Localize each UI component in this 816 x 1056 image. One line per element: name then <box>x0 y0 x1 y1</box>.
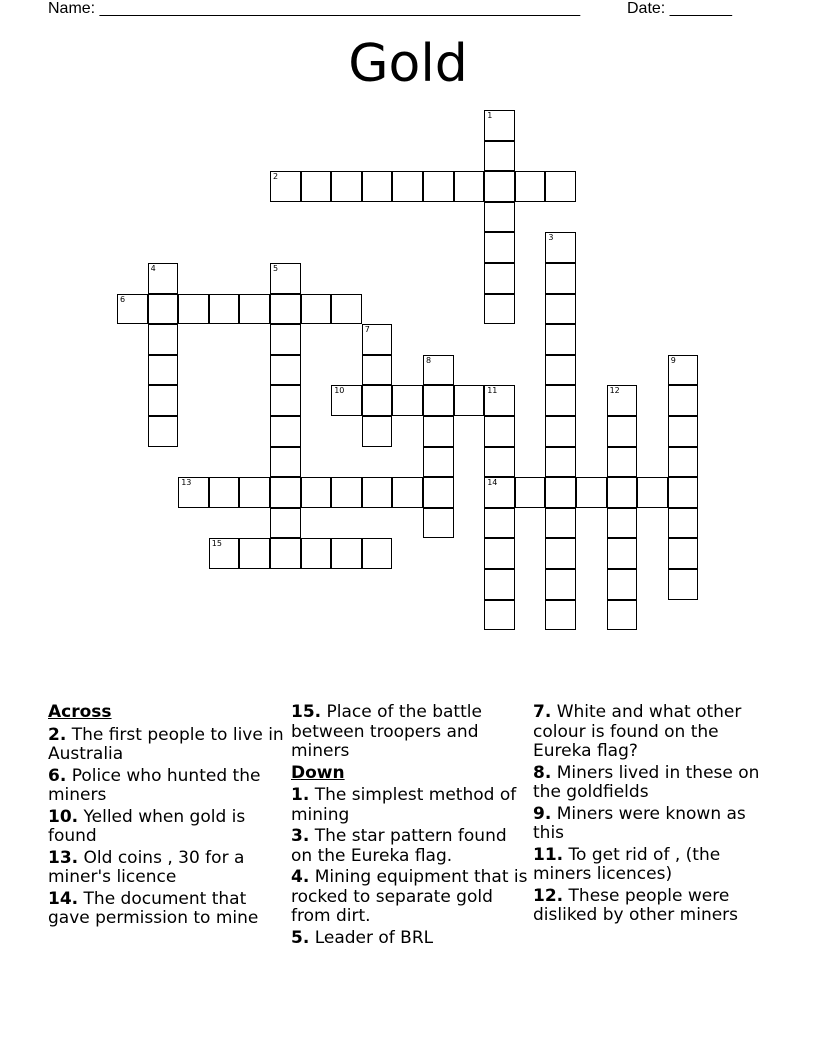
crossword-cell[interactable] <box>607 385 638 416</box>
date-field-label: Date: _______ <box>627 0 732 17</box>
crossword-cell[interactable] <box>331 294 362 325</box>
crossword-cell[interactable] <box>239 294 270 325</box>
crossword-cell[interactable] <box>515 171 546 202</box>
clue-number: 2. <box>48 724 67 745</box>
crossword-cell[interactable] <box>607 477 638 508</box>
crossword-cell[interactable] <box>362 385 393 416</box>
crossword-cell[interactable] <box>484 477 515 508</box>
clues-column-2 <box>291 703 531 950</box>
crossword-cell[interactable] <box>148 324 179 355</box>
crossword-cell[interactable] <box>423 416 454 447</box>
clues-column-3 <box>533 703 773 928</box>
clue-number: 6. <box>48 765 67 786</box>
crossword-cell[interactable] <box>668 355 699 386</box>
crossword-cell[interactable] <box>270 477 301 508</box>
crossword-cell[interactable] <box>270 416 301 447</box>
clue-text: Old coins , 30 for a miner's licence <box>48 847 245 887</box>
cell-number: 2 <box>273 172 279 182</box>
crossword-cell[interactable] <box>607 600 638 631</box>
crossword-cell[interactable] <box>239 538 270 569</box>
down-heading: Down <box>291 762 345 783</box>
clue-number: 5. <box>291 927 310 948</box>
crossword-cell[interactable] <box>392 171 423 202</box>
crossword-cell[interactable] <box>178 294 209 325</box>
clue-text: Miners were known as this <box>533 803 746 843</box>
clue-number: 12. <box>533 885 564 906</box>
clue-down <box>291 868 531 927</box>
clue-number: 8. <box>533 762 552 783</box>
crossword-cell[interactable] <box>331 477 362 508</box>
crossword-cell[interactable] <box>484 171 515 202</box>
clue-down <box>291 786 531 825</box>
cell-number: 8 <box>426 355 432 365</box>
crossword-cell[interactable] <box>423 355 454 386</box>
crossword-cell[interactable] <box>117 294 148 325</box>
clue-down <box>533 805 773 844</box>
crossword-cell[interactable] <box>148 416 179 447</box>
crossword-cell[interactable] <box>331 538 362 569</box>
clue-down <box>533 703 773 762</box>
crossword-cell[interactable] <box>454 171 485 202</box>
crossword-cell[interactable] <box>668 385 699 416</box>
crossword-cell[interactable] <box>423 447 454 478</box>
clue-text: Leader of BRL <box>309 927 434 948</box>
crossword-cell[interactable] <box>484 416 515 447</box>
crossword-cell[interactable] <box>362 324 393 355</box>
crossword-cell[interactable] <box>423 477 454 508</box>
name-field-label: Name: ______________________________________________________ <box>48 0 581 17</box>
clue-number: 1. <box>291 785 310 805</box>
clue-across <box>48 726 288 765</box>
clue-across <box>48 890 288 929</box>
crossword-cell[interactable] <box>607 538 638 569</box>
crossword-cell[interactable] <box>270 324 301 355</box>
crossword-cell[interactable] <box>545 355 576 386</box>
crossword-cell[interactable] <box>484 508 515 539</box>
clue-text: The simplest method of mining <box>291 785 517 825</box>
clues-column-1 <box>48 703 288 931</box>
clue-across <box>48 849 288 888</box>
cell-number: 10 <box>334 386 345 396</box>
crossword-cell[interactable] <box>545 600 576 631</box>
clue-down <box>291 929 531 949</box>
cell-number: 4 <box>150 264 156 273</box>
cell-number: 9 <box>670 355 676 365</box>
crossword-cell[interactable] <box>362 416 393 447</box>
clue-number: 9. <box>533 803 552 824</box>
clue-number: 15. <box>291 702 322 722</box>
clue-number: 14. <box>48 888 79 909</box>
crossword-cell[interactable] <box>423 171 454 202</box>
crossword-cell[interactable] <box>484 110 515 141</box>
crossword-cell[interactable] <box>607 447 638 478</box>
crossword-cell[interactable] <box>668 538 699 569</box>
cell-number: 6 <box>120 294 126 304</box>
crossword-cell[interactable] <box>545 447 576 478</box>
clue-text: To get rid of , (the miners licences) <box>533 844 721 884</box>
crossword-cell[interactable] <box>301 294 332 325</box>
crossword-cell[interactable] <box>392 385 423 416</box>
clue-number: 4. <box>291 867 310 887</box>
cell-number: 11 <box>487 386 498 396</box>
crossword-cell[interactable] <box>362 538 393 569</box>
crossword-cell[interactable] <box>270 355 301 386</box>
crossword-cell[interactable] <box>331 385 362 416</box>
crossword-cell[interactable] <box>668 508 699 539</box>
clue-number: 7. <box>533 702 552 722</box>
crossword-cell[interactable] <box>545 171 576 202</box>
crossword-cell[interactable] <box>484 600 515 631</box>
clue-down <box>291 827 531 866</box>
crossword-cell[interactable] <box>515 477 546 508</box>
crossword-cell[interactable] <box>484 538 515 569</box>
crossword-cell[interactable] <box>148 263 179 294</box>
clue-text: These people were disliked by other miners <box>533 885 739 925</box>
crossword-cell[interactable] <box>576 477 607 508</box>
crossword-cell[interactable] <box>270 385 301 416</box>
cell-number: 1 <box>487 111 493 120</box>
crossword-cell[interactable] <box>484 385 515 416</box>
crossword-cell[interactable] <box>545 324 576 355</box>
crossword-cell[interactable] <box>270 263 301 294</box>
crossword-cell[interactable] <box>301 538 332 569</box>
cell-number: 15 <box>211 539 222 549</box>
page-title: Gold <box>348 34 468 94</box>
crossword-cell[interactable] <box>423 385 454 416</box>
cell-number: 14 <box>487 478 498 488</box>
crossword-cell[interactable] <box>148 385 179 416</box>
crossword-cell[interactable] <box>484 447 515 478</box>
crossword-cell[interactable] <box>545 263 576 294</box>
clue-across <box>48 767 288 806</box>
crossword-cell[interactable] <box>545 477 576 508</box>
crossword-cell[interactable] <box>607 569 638 600</box>
crossword-cell[interactable] <box>637 477 668 508</box>
crossword-cell[interactable] <box>484 294 515 325</box>
clue-across <box>48 808 288 847</box>
crossword-cell[interactable] <box>545 294 576 325</box>
crossword-cell[interactable] <box>270 538 301 569</box>
crossword-cell[interactable] <box>484 263 515 294</box>
crossword-cell[interactable] <box>270 294 301 325</box>
across-heading: Across <box>48 702 112 722</box>
clue-down <box>533 764 773 803</box>
clue-down <box>533 846 773 885</box>
cell-number: 13 <box>181 478 192 488</box>
clue-text: Police who hunted the miners <box>48 765 261 805</box>
clue-across <box>291 703 531 762</box>
crossword-cell[interactable] <box>668 447 699 478</box>
crossword-cell[interactable] <box>484 569 515 600</box>
clue-number: 10. <box>48 806 79 827</box>
crossword-cell[interactable] <box>362 355 393 386</box>
clue-text: White and what other colour is found on the Eureka flag? <box>533 702 742 761</box>
crossword-cell[interactable] <box>545 538 576 569</box>
crossword-cell[interactable] <box>484 141 515 172</box>
clue-number: 3. <box>291 826 310 846</box>
clue-number: 11. <box>533 844 564 865</box>
crossword-cell[interactable] <box>545 232 576 263</box>
crossword-cell[interactable] <box>362 171 393 202</box>
clue-down <box>533 887 773 926</box>
crossword-cell[interactable] <box>454 385 485 416</box>
clue-text: The star pattern found on the Eureka flag. <box>291 826 507 866</box>
crossword-cell[interactable] <box>301 171 332 202</box>
crossword-cell[interactable] <box>545 385 576 416</box>
crossword-cell[interactable] <box>607 416 638 447</box>
crossword-cell[interactable] <box>545 569 576 600</box>
crossword-cell[interactable] <box>270 508 301 539</box>
clue-text: The document that gave permission to mine <box>48 888 259 928</box>
crossword-cell[interactable] <box>178 477 209 508</box>
clue-text: Miners lived in these on the goldfields <box>533 762 760 802</box>
crossword-cell[interactable] <box>331 171 362 202</box>
clue-number: 13. <box>48 847 79 868</box>
crossword-cell[interactable] <box>545 416 576 447</box>
crossword-cell[interactable] <box>423 508 454 539</box>
crossword-cell[interactable] <box>209 477 240 508</box>
crossword-cell[interactable] <box>270 171 301 202</box>
crossword-cell[interactable] <box>545 508 576 539</box>
cell-number: 7 <box>364 325 370 335</box>
clue-text: Place of the battle between troopers and miners <box>291 702 482 761</box>
crossword-cell[interactable] <box>301 477 332 508</box>
crossword-cell[interactable] <box>668 477 699 508</box>
crossword-cell[interactable] <box>668 569 699 600</box>
crossword-cell[interactable] <box>148 294 179 325</box>
clue-text: The first people to live in Australia <box>48 724 284 764</box>
clue-text: Yelled when gold is found <box>48 806 246 846</box>
cell-number: 12 <box>609 386 620 396</box>
crossword-cell[interactable] <box>239 477 270 508</box>
crossword-cell[interactable] <box>209 538 240 569</box>
clue-text: Mining equipment that is rocked to separate gold from dirt. <box>291 867 528 926</box>
crossword-cell[interactable] <box>607 508 638 539</box>
crossword-cell[interactable] <box>668 416 699 447</box>
crossword-cell[interactable] <box>270 447 301 478</box>
cell-number: 5 <box>273 264 279 273</box>
crossword-cell[interactable] <box>148 355 179 386</box>
crossword-cell[interactable] <box>484 202 515 233</box>
crossword-cell[interactable] <box>484 232 515 263</box>
crossword-cell[interactable] <box>209 294 240 325</box>
crossword-cell[interactable] <box>392 477 423 508</box>
crossword-cell[interactable] <box>362 477 393 508</box>
cell-number: 3 <box>548 233 554 243</box>
